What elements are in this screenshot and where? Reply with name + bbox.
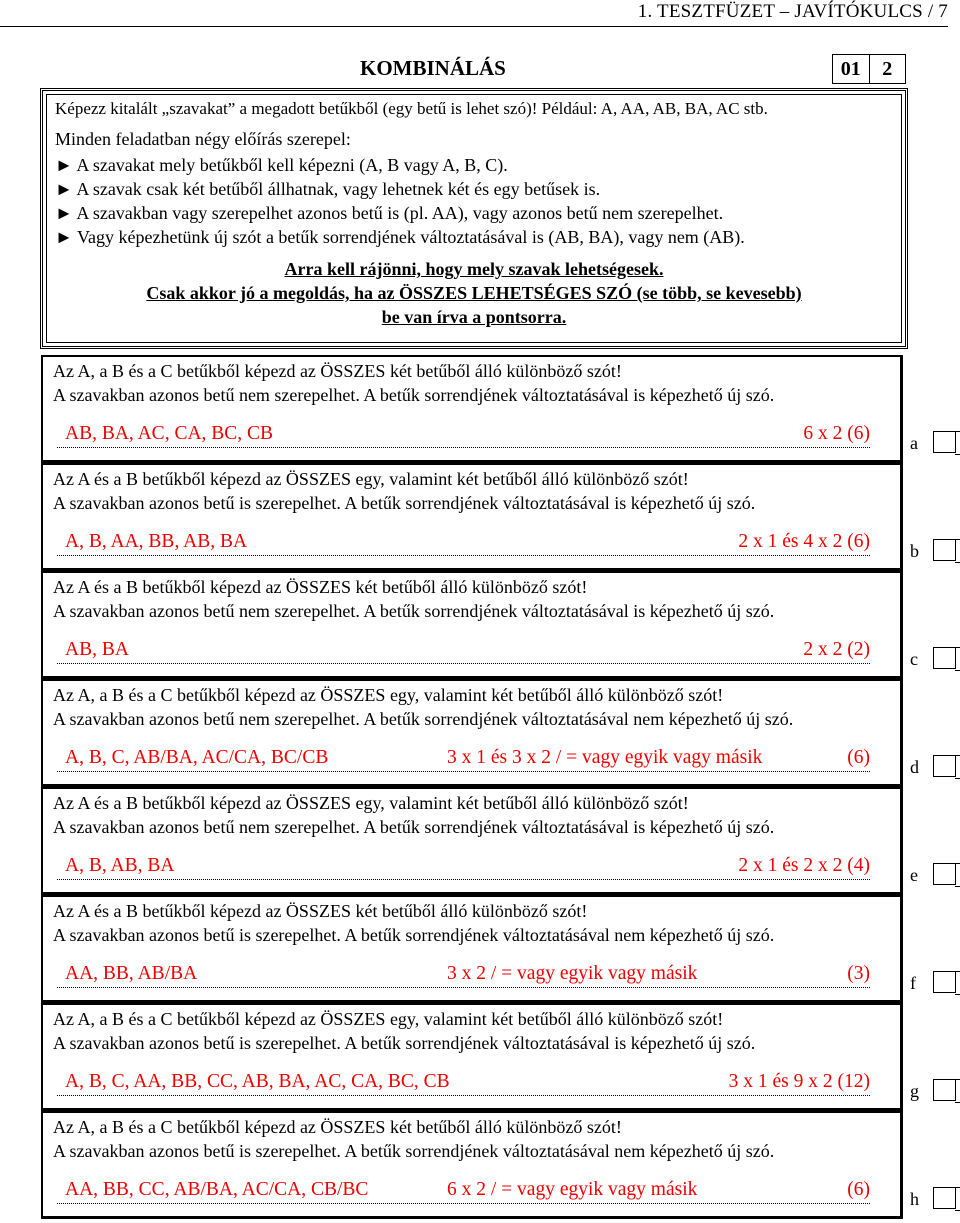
answer-line xyxy=(57,423,870,448)
task-instruction-1: Az A, a B és a C betűkből képezd az ÖSSZES egy, valamint két betűből álló különböző szót! xyxy=(53,1009,724,1029)
intro-line-6: ► Vagy képezhetünk új szót a betűk sorrendjének változtatásával is (AB, BA), vagy nem (AB). xyxy=(55,227,745,247)
task-h xyxy=(41,1111,903,1219)
task-instruction-2: A szavakban azonos betű is szerepelhet. A betűk sorrendjének változtatásával is képezhető új szó. xyxy=(53,1033,756,1053)
task-instruction-2: A szavakban azonos betű is szerepelhet. A betűk sorrendjének változtatásával nem képezhető új szó. xyxy=(53,1141,775,1161)
answer-score: 2 x 1 és 4 x 2 (6) xyxy=(738,531,870,552)
intro-line-4: ► A szavak csak két betűből állhatnak, vagy lehetnek két és egy betűsek is. xyxy=(55,179,601,199)
task-letter: b xyxy=(910,541,919,561)
score-cell xyxy=(933,1187,956,1209)
task-instruction-2: A szavakban azonos betű is szerepelhet. A betűk sorrendjének változtatásával nem képezhető új szó. xyxy=(53,925,775,945)
task-instruction-2: A szavakban azonos betű is szerepelhet. A betűk sorrendjének változtatásával is képezhető új szó. xyxy=(53,493,756,513)
score-box-a xyxy=(906,431,954,453)
answer-line xyxy=(57,963,870,988)
code-box xyxy=(832,54,906,84)
instructions-box xyxy=(40,88,908,349)
intro-emphasis-2: Csak akkor jó a megoldás, ha az ÖSSZES LEHETSÉGES SZÓ (se több, se kevesebb) xyxy=(146,283,802,303)
intro-emphasis-3: be van írva a pontsorra. xyxy=(381,307,567,327)
score-cell-edge xyxy=(955,755,960,779)
task-instruction-2: A szavakban azonos betű nem szerepelhet. A betűk sorrendjének változtatásával nem képezhető új szó. xyxy=(53,709,794,729)
intro-emphasis-1: Arra kell rájönni, hogy mely szavak lehetségesek. xyxy=(284,259,664,279)
task-instruction-2: A szavakban azonos betű nem szerepelhet. A betűk sorrendjének változtatásával is képezhető új szó. xyxy=(53,817,775,837)
score-box-g xyxy=(906,1079,954,1101)
score-cell xyxy=(933,1079,956,1101)
score-box-b xyxy=(906,539,954,561)
answer-score: 6 x 2 (6) xyxy=(803,423,870,444)
score-cell xyxy=(933,971,956,993)
page-header xyxy=(0,0,948,27)
task-letter: g xyxy=(910,1081,919,1101)
score-cell-edge xyxy=(955,1079,960,1103)
task-instruction-2: A szavakban azonos betű nem szerepelhet. A betűk sorrendjének változtatásával is képezhető új szó. xyxy=(53,385,775,405)
task-letter: f xyxy=(910,973,916,993)
answer-line xyxy=(57,531,870,556)
task-f xyxy=(41,895,903,1003)
score-box-h xyxy=(906,1187,954,1209)
answer-score: 2 x 2 (2) xyxy=(803,639,870,660)
task-instruction-1: Az A és a B betűkből képezd az ÖSSZES egy, valamint két betűből álló különböző szót! xyxy=(53,469,689,489)
task-c xyxy=(41,571,903,679)
answer-line xyxy=(57,1071,870,1096)
answer-note: 6 x 2 / = vagy egyik vagy másik xyxy=(447,1179,698,1200)
answer-text: AB, BA, AC, CA, BC, CB xyxy=(65,423,274,444)
score-cell xyxy=(933,647,956,669)
score-cell-edge xyxy=(955,539,960,563)
score-box-e xyxy=(906,863,954,885)
task-letter: a xyxy=(910,433,918,453)
answer-text: AA, BB, CC, AB/BA, AC/CA, CB/BC xyxy=(65,1179,369,1200)
answer-text: A, B, C, AA, BB, CC, AB, BA, AC, CA, BC, CB xyxy=(65,1071,450,1092)
intro-line-2: Minden feladatban négy előírás szerepel: xyxy=(55,129,351,149)
task-instruction-1: Az A, a B és a C betűkből képezd az ÖSSZES egy, valamint két betűből álló különböző szót! xyxy=(53,685,724,705)
score-cell-edge xyxy=(955,647,960,671)
task-letter: c xyxy=(910,649,918,669)
task-instruction-1: Az A és a B betűkből képezd az ÖSSZES két betűből álló különböző szót! xyxy=(53,901,588,921)
task-b xyxy=(41,463,903,571)
code-cell-1: 01 xyxy=(840,58,861,80)
score-box-c xyxy=(906,647,954,669)
answer-line xyxy=(57,747,870,772)
score-cell-edge xyxy=(955,863,960,887)
task-g xyxy=(41,1003,903,1111)
score-cell xyxy=(933,539,956,561)
answer-score: (3) xyxy=(847,963,870,984)
answer-line xyxy=(57,639,870,664)
task-d xyxy=(41,679,903,787)
intro-line-5: ► A szavakban vagy szerepelhet azonos betű is (pl. AA), vagy azonos betű nem szerepelhet. xyxy=(55,203,724,223)
task-instruction-1: Az A és a B betűkből képezd az ÖSSZES két betűből álló különböző szót! xyxy=(53,577,588,597)
page-title: KOMBINÁLÁS xyxy=(360,56,506,80)
task-instruction-1: Az A, a B és a C betűkből képezd az ÖSSZES két betűből álló különböző szót! xyxy=(53,1117,622,1137)
answer-score: 2 x 1 és 2 x 2 (4) xyxy=(738,855,870,876)
intro-line-3: ► A szavakat mely betűkből kell képezni (A, B vagy A, B, C). xyxy=(55,155,508,175)
score-cell xyxy=(933,863,956,885)
task-a xyxy=(41,355,903,463)
answer-score: (6) xyxy=(847,1179,870,1200)
code-cell-2: 2 xyxy=(869,55,906,83)
answer-text: AA, BB, AB/BA xyxy=(65,963,198,984)
task-instruction-1: Az A és a B betűkből képezd az ÖSSZES egy, valamint két betűből álló különböző szót! xyxy=(53,793,689,813)
task-e xyxy=(41,787,903,895)
answer-score: (6) xyxy=(847,747,870,768)
task-letter: d xyxy=(910,757,919,777)
score-cell-edge xyxy=(955,431,960,455)
score-cell xyxy=(933,755,956,777)
score-box-d xyxy=(906,755,954,777)
answer-line xyxy=(57,1179,870,1204)
header-text: 1. TESZTFÜZET – JAVÍTÓKULCS / 7 xyxy=(637,1,948,22)
score-box-f xyxy=(906,971,954,993)
answer-text: A, B, AA, BB, AB, BA xyxy=(65,531,248,552)
task-letter: h xyxy=(910,1189,919,1209)
task-instruction-2: A szavakban azonos betű nem szerepelhet. A betűk sorrendjének változtatásával is képezhető új szó. xyxy=(53,601,775,621)
answer-note: 3 x 1 és 3 x 2 / = vagy egyik vagy másik xyxy=(447,747,763,768)
task-letter: e xyxy=(910,865,918,885)
score-cell-edge xyxy=(955,1187,960,1211)
answer-text: A, B, AB, BA xyxy=(65,855,175,876)
answer-text: AB, BA xyxy=(65,639,129,660)
answer-text: A, B, C, AB/BA, AC/CA, BC/CB xyxy=(65,747,329,768)
score-cell-edge xyxy=(955,971,960,995)
intro-line-1: Képezz kitalált „szavakat” a megadott betűkből (egy betű is lehet szó)! Például: A, AA, AB, BA, AC stb. xyxy=(55,99,768,118)
task-instruction-1: Az A, a B és a C betűkből képezd az ÖSSZES két betűből álló különböző szót! xyxy=(53,361,622,381)
score-cell xyxy=(933,431,956,453)
answer-score: 3 x 1 és 9 x 2 (12) xyxy=(728,1071,870,1092)
answer-note: 3 x 2 / = vagy egyik vagy másik xyxy=(447,963,698,984)
answer-line xyxy=(57,855,870,880)
